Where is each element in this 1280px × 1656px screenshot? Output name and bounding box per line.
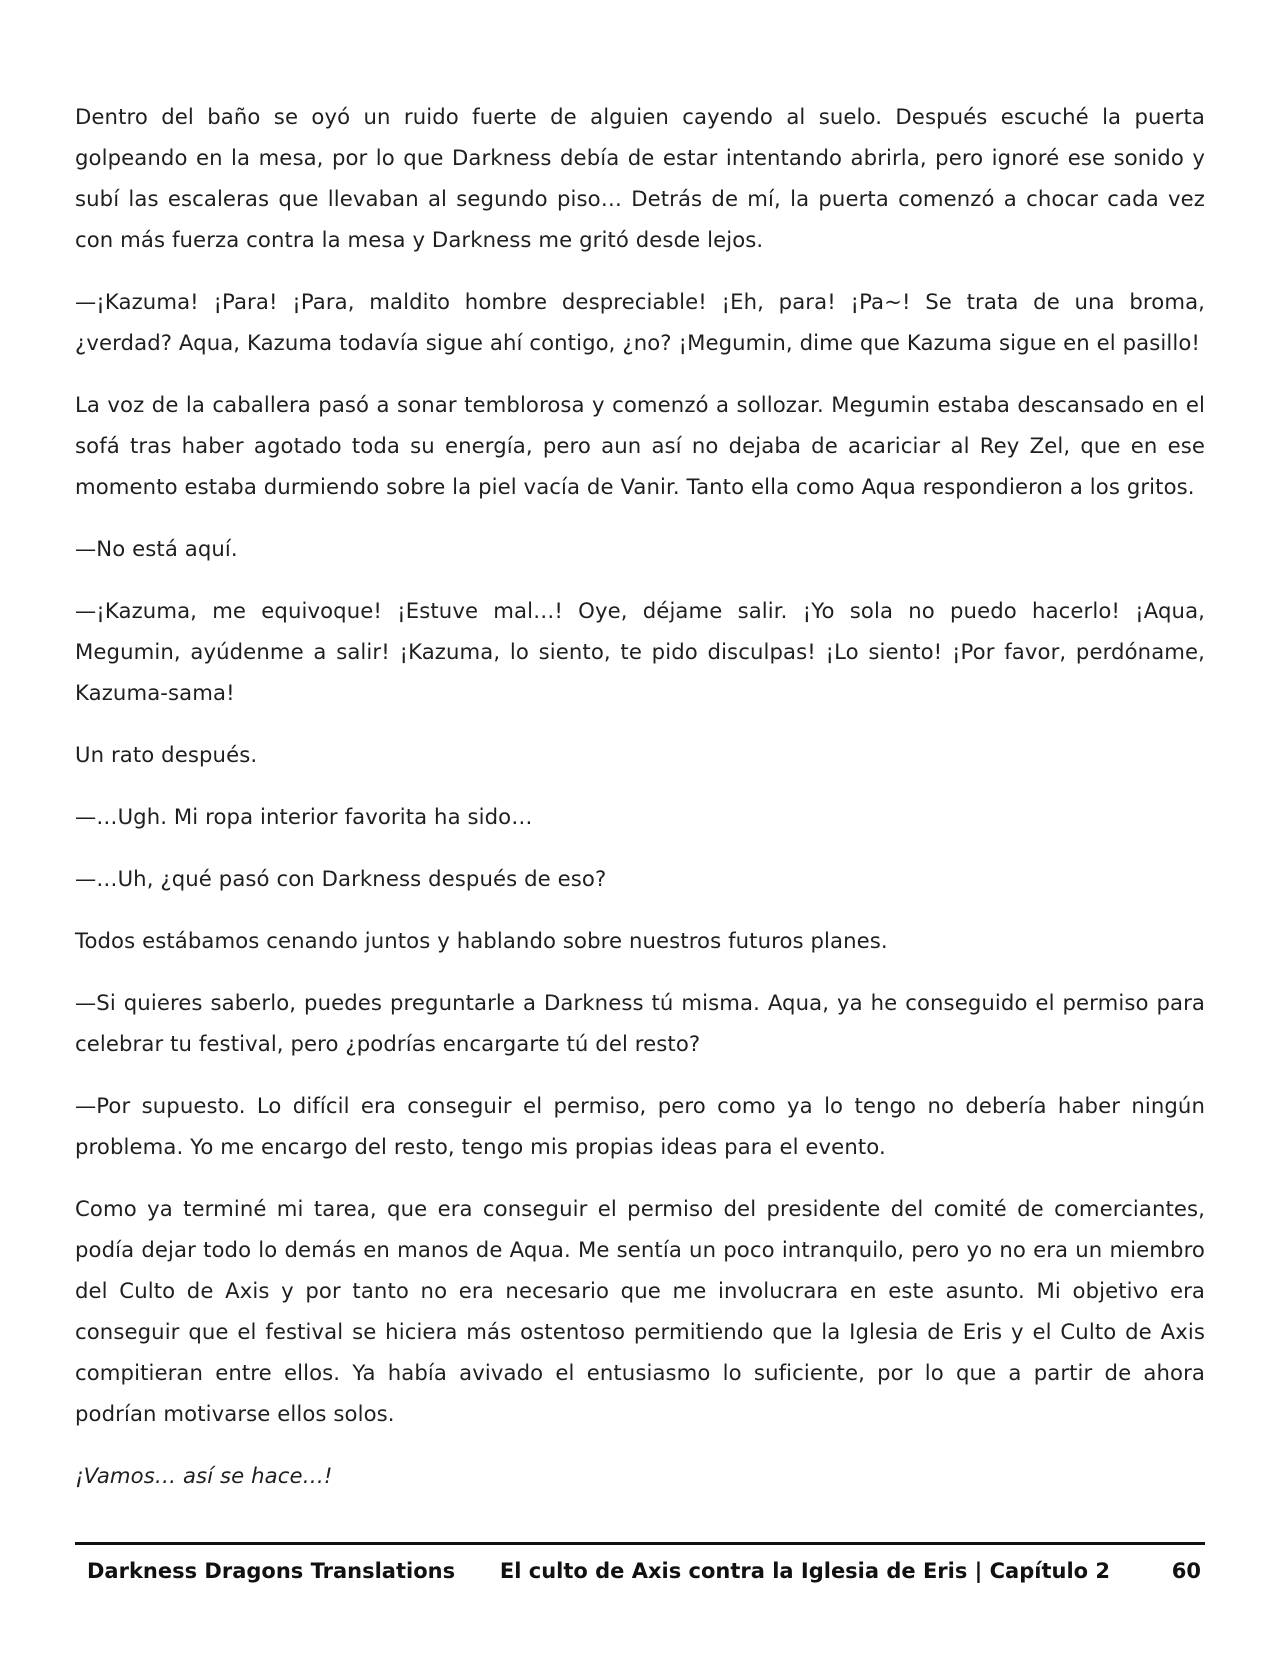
page-footer (75, 1542, 1205, 1605)
closing-thought-paragraph: ¡Vamos… así se hace…! (75, 1463, 333, 1488)
paragraph: Un rato después. (75, 742, 258, 767)
paragraph: —No está aquí. (75, 536, 238, 561)
footer-page-number: 60 (1171, 1559, 1201, 1583)
paragraph: Dentro del baño se oyó un ruido fuerte de alguien cayendo al suelo. Después escuché la puerta golpeando en la mesa, por lo que Darkness debía de estar intentando abrirla, pero ignoré ese sonido y subí las escaleras que llevaban al segundo piso… Detrás de mí, la puerta comenzó a chocar cada vez con más fuerza contra la mesa y Darkness me gritó desde lejos. (75, 104, 1205, 252)
footer-chapter-title: El culto de Axis contra la Iglesia de Eris | Capítulo 2 (499, 1559, 1110, 1583)
paragraph: Todos estábamos cenando juntos y hablando sobre nuestros futuros planes. (75, 928, 888, 953)
paragraph: Como ya terminé mi tarea, que era conseguir el permiso del presidente del comité de comerciantes, podía dejar todo lo demás en manos de Aqua. Me sentía un poco intranquilo, pero yo no era un miembro del Culto de Axis y por tanto no era necesario que me involucrara en este asunto. Mi objetivo era conseguir que el festival se hiciera más ostentoso permitiendo que la Iglesia de Eris y el Culto de Axis compitieran entre ellos. Ya había avivado el entusiasmo lo suficiente, por lo que a partir de ahora podrían motivarse ellos solos. (75, 1196, 1205, 1426)
paragraph: La voz de la caballera pasó a sonar temblorosa y comenzó a sollozar. Megumin estaba descansado en el sofá tras haber agotado toda su energía, pero aun así no dejaba de acariciar al Rey Zel, que en ese momento estaba durmiendo sobre la piel vacía de Vanir. Tanto ella como Aqua respondieron a los gritos. (75, 392, 1205, 499)
paragraph: —¡Kazuma, me equivoque! ¡Estuve mal…! Oye, déjame salir. ¡Yo sola no puedo hacerlo! ¡Aqua, Megumin, ayúdenme a salir! ¡Kazuma, lo siento, te pido disculpas! ¡Lo siento! ¡Por favor, perdóname, Kazuma-sama! (75, 598, 1205, 705)
paragraph: —Si quieres saberlo, puedes preguntarle a Darkness tú misma. Aqua, ya he conseguido el permiso para celebrar tu festival, pero ¿podrías encargarte tú del resto? (75, 990, 1205, 1056)
paragraph: —…Ugh. Mi ropa interior favorita ha sido… (75, 804, 533, 829)
paragraph: —Por supuesto. Lo difícil era conseguir el permiso, pero como ya lo tengo no debería haber ningún problema. Yo me encargo del resto, tengo mis propias ideas para el evento. (75, 1093, 1205, 1159)
paragraph: —…Uh, ¿qué pasó con Darkness después de eso? (75, 866, 607, 891)
paragraph: —¡Kazuma! ¡Para! ¡Para, maldito hombre despreciable! ¡Eh, para! ¡Pa~! Se trata de una broma, ¿verdad? Aqua, Kazuma todavía sigue ahí contigo, ¿no? ¡Megumin, dime que Kazuma sigue en el pasillo! (75, 289, 1205, 355)
footer-translator: Darkness Dragons Translations (87, 1559, 456, 1583)
page-body (75, 96, 1205, 1517)
